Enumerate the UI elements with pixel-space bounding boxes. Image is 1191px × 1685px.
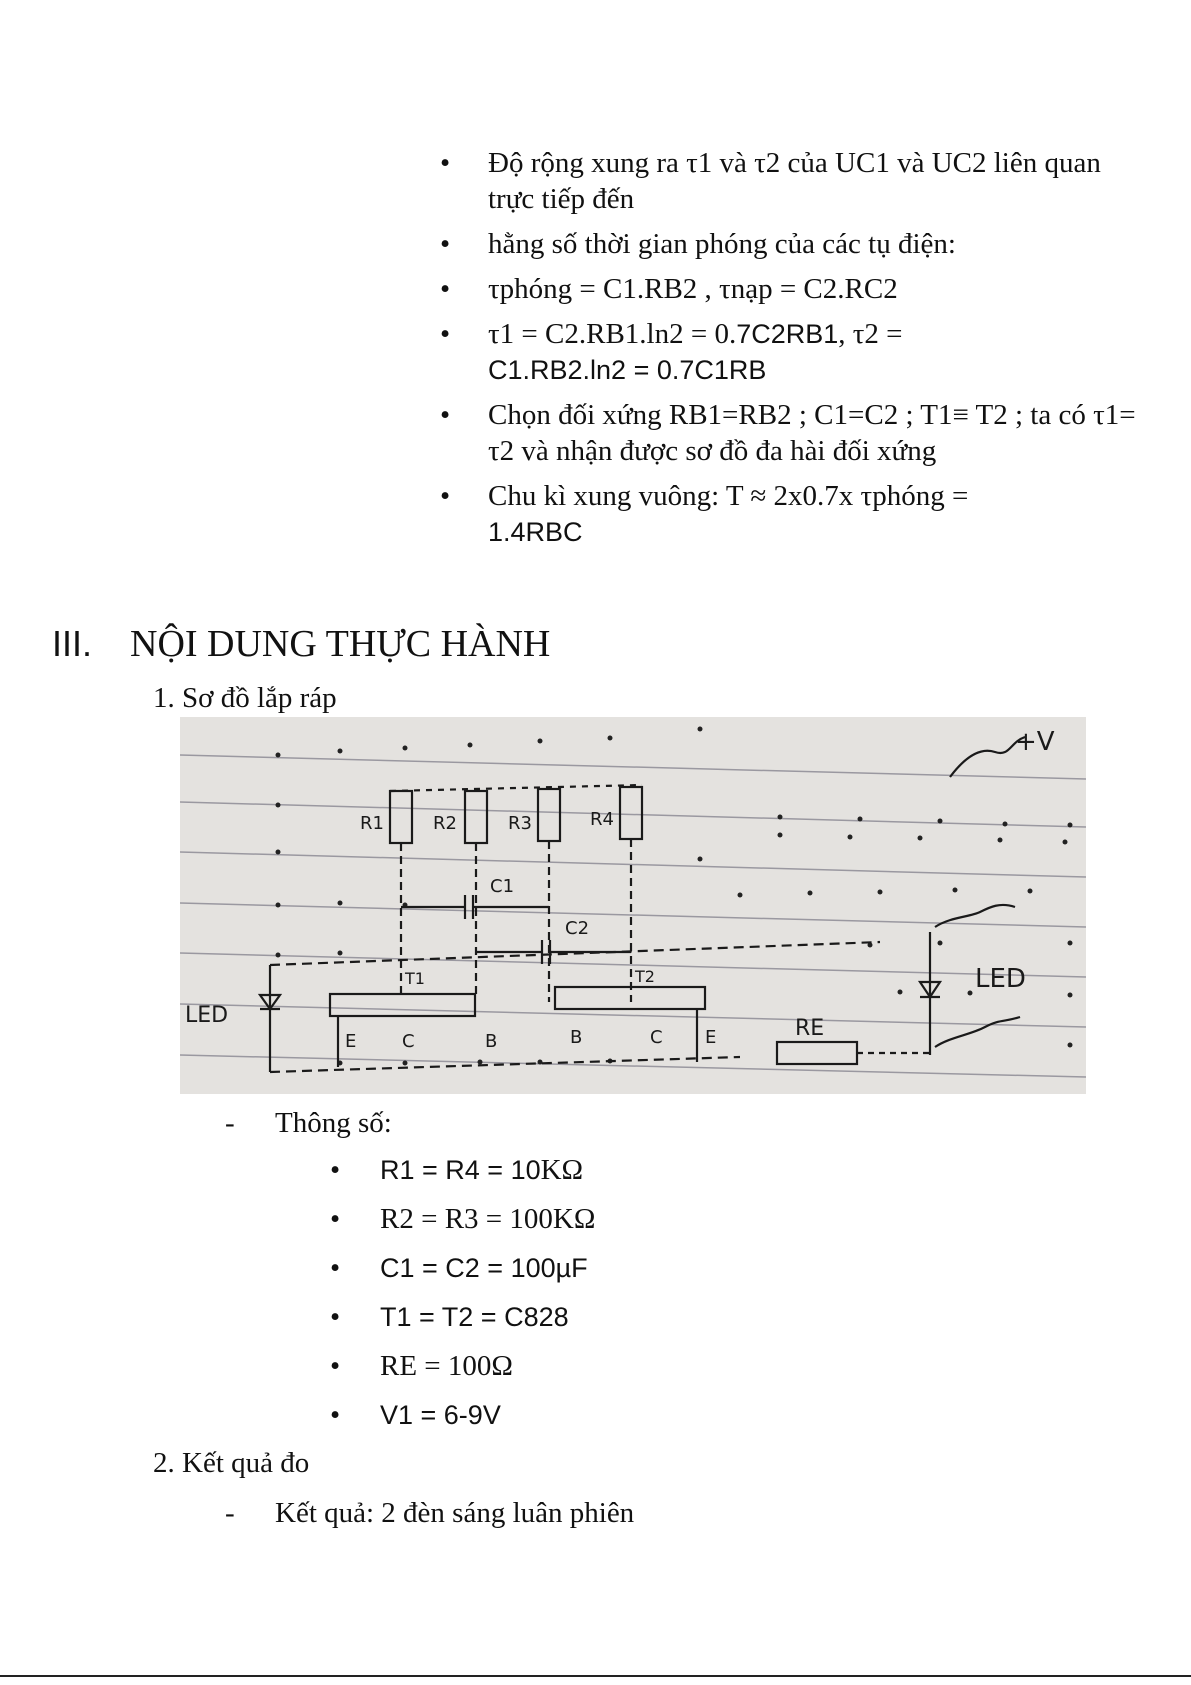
circuit-photo xyxy=(180,717,1086,1094)
list-item: • Độ rộng xung ra τ1 và τ2 của UC1 và UC2 liên quan trực tiếp đến xyxy=(440,147,1101,215)
section-heading: III. NỘI DUNG THỰC HÀNH xyxy=(52,623,551,665)
label-re: RE xyxy=(795,1016,825,1041)
sub-heading-results: 2. Kết quả đo xyxy=(153,1447,310,1479)
pin-label: C xyxy=(650,1027,663,1048)
bullet-icon: • xyxy=(440,318,451,350)
paper-background xyxy=(180,717,1086,1094)
list-item: • hằng số thời gian phóng của các tụ điện: xyxy=(440,228,956,260)
label-r4: R4 xyxy=(590,809,614,830)
bullet-icon: • xyxy=(330,1203,341,1235)
result-line: - Kết quả: 2 đèn sáng luân phiên xyxy=(225,1497,635,1529)
bullet-icon: • xyxy=(440,480,451,512)
params-heading: - Thông số: xyxy=(225,1107,392,1139)
bullet-icon: • xyxy=(330,1399,341,1431)
label-led-left: LED xyxy=(185,1003,229,1028)
dash-icon: - xyxy=(225,1107,235,1139)
list-item: • Chu kì xung vuông: T ≈ 2x0.7x τphóng = 1.4RBC xyxy=(440,480,969,547)
bullet-icon: • xyxy=(330,1350,341,1382)
bullet-icon: • xyxy=(330,1252,341,1284)
list-item: • R2 = R3 = 100KΩ xyxy=(330,1199,930,1248)
list-item: • τ1 = C2.RB1.ln2 = 0.7C2RB1, τ2 = C1.RB2.ln2 = 0.7C1RB xyxy=(440,318,903,385)
pin-label: B xyxy=(570,1027,583,1048)
bullet-icon: • xyxy=(440,399,451,431)
bullet-icon: • xyxy=(440,147,451,179)
list-item: • RE = 100Ω xyxy=(330,1346,930,1395)
label-r2: R2 xyxy=(433,813,457,834)
dash-icon: - xyxy=(225,1497,235,1529)
list-item: • V1 = 6-9V xyxy=(330,1395,930,1444)
label-r1: R1 xyxy=(360,813,384,834)
list-item: • τphóng = C1.RB2 , τnạp = C2.RC2 xyxy=(440,273,898,305)
label-c1: C1 xyxy=(490,876,515,897)
label-led-right: LED xyxy=(975,964,1026,994)
pin-label: E xyxy=(705,1027,717,1048)
list-item: • C1 = C2 = 100µF xyxy=(330,1248,930,1297)
label-r3: R3 xyxy=(508,813,532,834)
bullet-icon: • xyxy=(330,1301,341,1333)
pin-label: E xyxy=(345,1031,357,1052)
footer-rule xyxy=(0,1675,1191,1677)
bullet-icon: • xyxy=(440,228,451,260)
bullet-icon: • xyxy=(440,273,451,305)
list-item: • R1 = R4 = 10KΩ xyxy=(330,1150,930,1199)
list-item: • Chọn đối xứng RB1=RB2 ; C1=C2 ; T1≡ T2 ; ta có τ1= τ2 và nhận được sơ đồ đa hài đối xứng xyxy=(440,399,1136,467)
bullet-icon: • xyxy=(330,1154,341,1186)
pin-label: C xyxy=(402,1031,415,1052)
label-t2: T2 xyxy=(635,967,655,986)
pin-label: B xyxy=(485,1031,498,1052)
theory-bullet-list xyxy=(440,145,1140,559)
parameter-list xyxy=(330,1150,930,1444)
label-t1: T1 xyxy=(405,969,425,988)
list-item: • T1 = T2 = C828 xyxy=(330,1297,930,1346)
label-vplus: +V xyxy=(1015,727,1055,757)
label-c2: C2 xyxy=(565,918,590,939)
sub-heading-assembly: 1. Sơ đồ lắp ráp xyxy=(153,682,337,714)
